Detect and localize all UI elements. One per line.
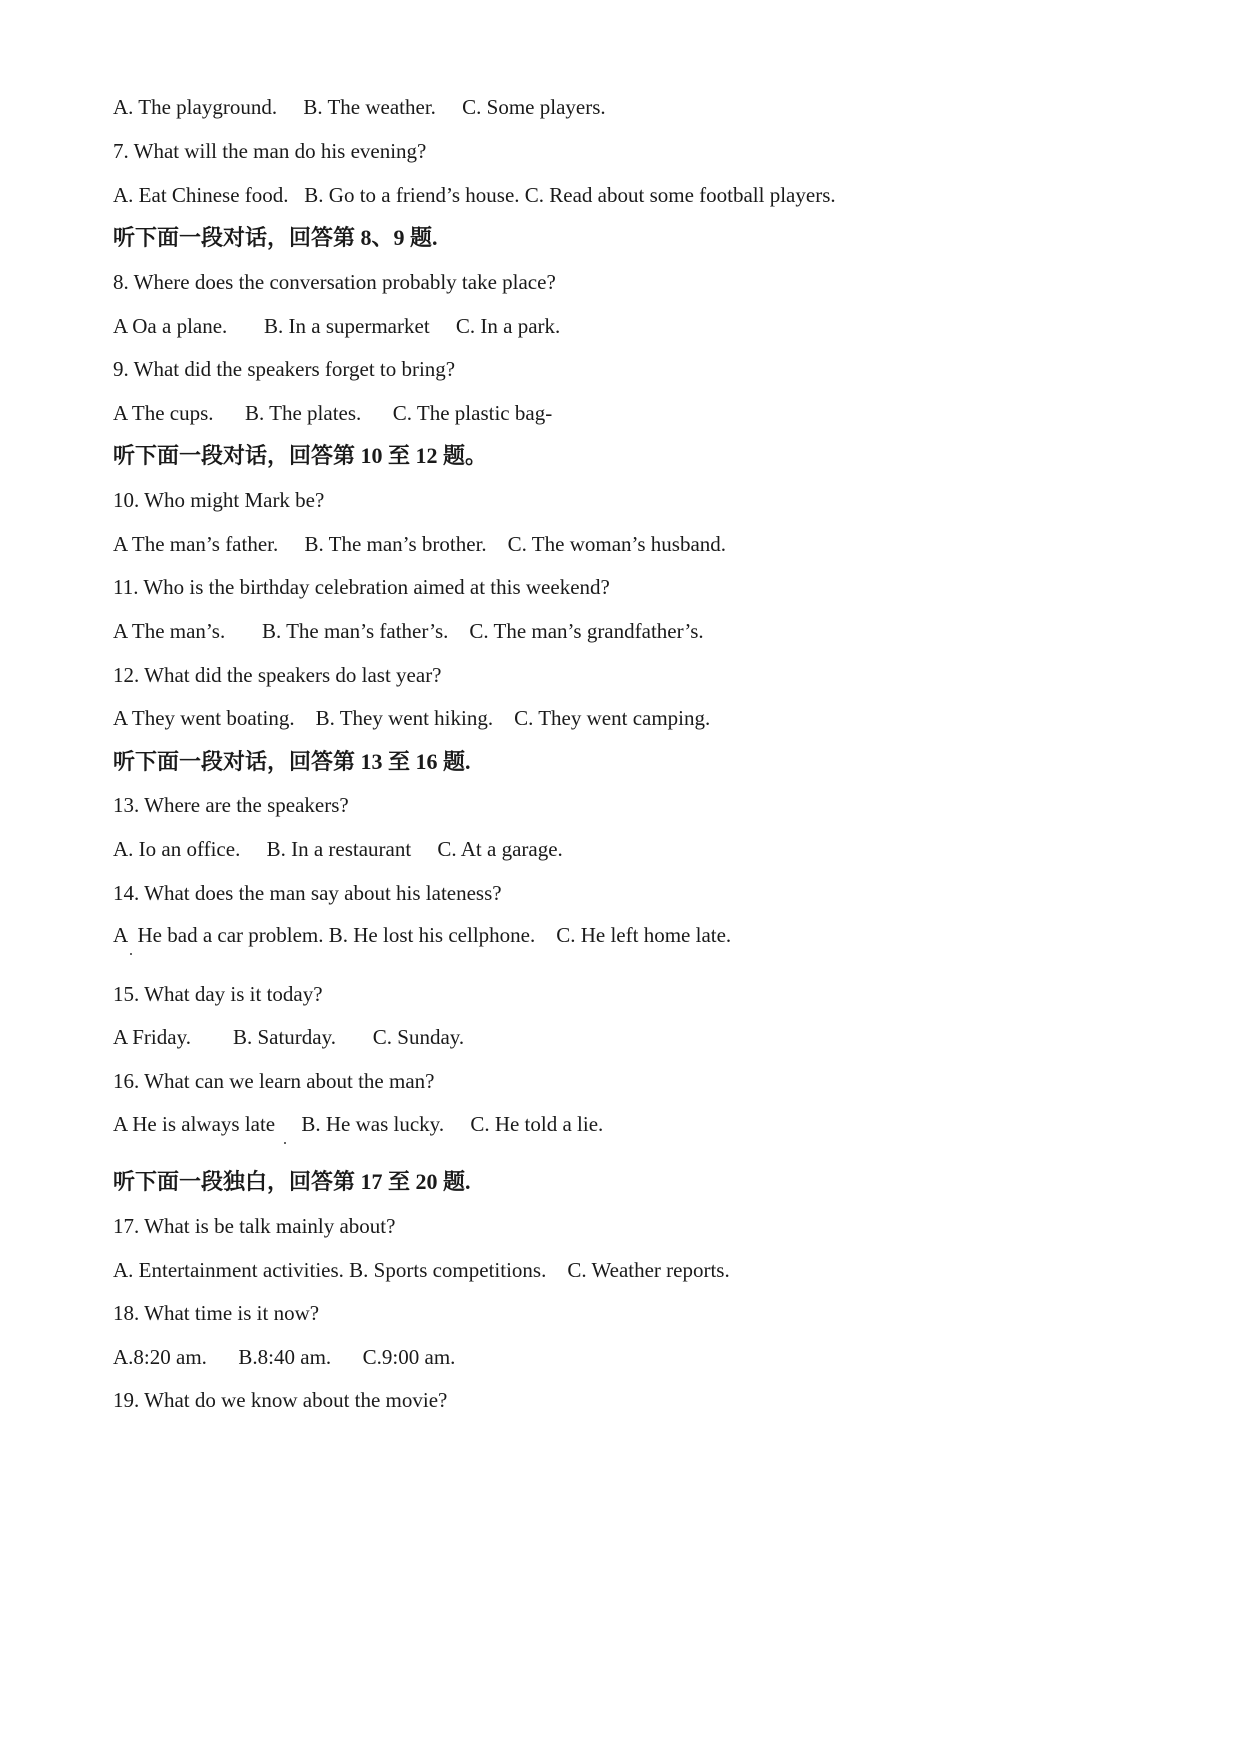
section-heading-8-9: 听下面一段对话，回答第 8、9 题. — [113, 225, 438, 250]
question-13: 13. Where are the speakers? — [113, 793, 349, 817]
question-9: 9. What did the speakers forget to bring? — [113, 357, 456, 381]
question-14: 14. What does the man say about his lateness? — [113, 881, 502, 905]
question-16: 16. What can we learn about the man? — [113, 1069, 435, 1093]
question-18: 18. What time is it now? — [113, 1301, 320, 1325]
option-line-q15: A Friday. B. Saturday. C. Sunday. — [113, 1025, 465, 1049]
option-line-q10: A The man’s father. B. The man’s brother. C. The woman’s husband. — [113, 532, 727, 556]
question-17: 17. What is be talk mainly about? — [113, 1214, 396, 1238]
question-12: 12. What did the speakers do last year? — [113, 663, 442, 687]
option-line-q9: A The cups. B. The plates. C. The plastic bag- — [113, 401, 553, 425]
option-line-q6: A. The playground. B. The weather. C. Some players. — [113, 95, 606, 119]
question-7: 7. What will the man do his evening? — [113, 139, 427, 163]
section-heading-13-16: 听下面一段对话，回答第 13 至 16 题. — [113, 749, 471, 774]
option-line-q16: A He is always late B. He was lucky. C. He told a lie. — [113, 1112, 604, 1136]
option-line-q7: A. Eat Chinese food. B. Go to a friend’s house. C. Read about some football players. — [113, 183, 836, 207]
question-8: 8. Where does the conversation probably take place? — [113, 270, 556, 294]
option-line-q12: A They went boating. B. They went hiking. C. They went camping. — [113, 706, 711, 730]
option-line-q11: A The man’s. B. The man’s father’s. C. The man’s grandfather’s. — [113, 619, 704, 643]
speck-mark — [130, 953, 132, 955]
question-11: 11. Who is the birthday celebration aimed at this weekend? — [113, 575, 610, 599]
option-line-q13: A. Io an office. B. In a restaurant C. At a garage. — [113, 837, 563, 861]
option-line-q14: A He bad a car problem. B. He lost his cellphone. C. He left home late. — [113, 923, 732, 947]
option-line-q18: A.8:20 am. B.8:40 am. C.9:00 am. — [113, 1345, 456, 1369]
question-10: 10. Who might Mark be? — [113, 488, 325, 512]
question-15: 15. What day is it today? — [113, 982, 323, 1006]
option-line-q17: A. Entertainment activities. B. Sports competitions. C. Weather reports. — [113, 1258, 730, 1282]
speck-mark — [284, 1142, 286, 1144]
question-19: 19. What do we know about the movie? — [113, 1388, 448, 1412]
section-heading-10-12: 听下面一段对话，回答第 10 至 12 题。 — [113, 443, 488, 468]
option-line-q8: A Oa a plane. B. In a supermarket C. In a park. — [113, 314, 561, 338]
section-heading-17-20: 听下面一段独白，回答第 17 至 20 题. — [113, 1169, 471, 1194]
